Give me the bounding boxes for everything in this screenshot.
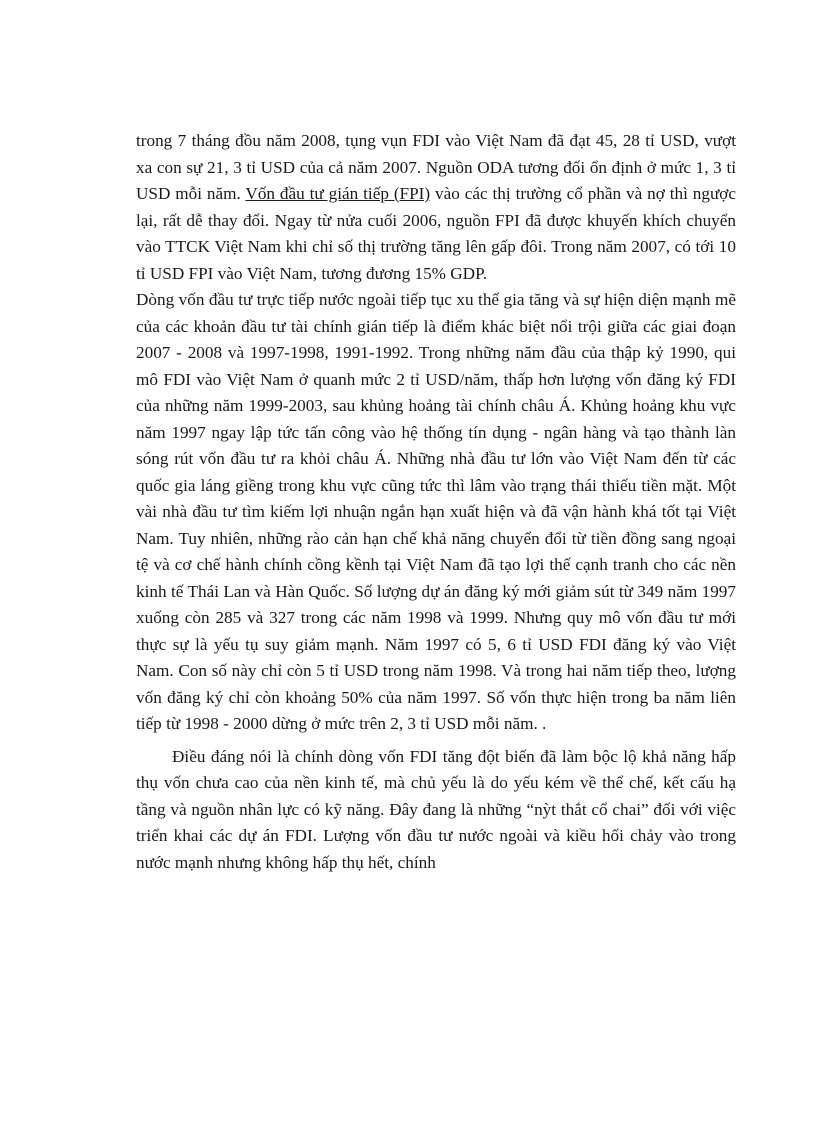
paragraph-fdi-fpi-2008 [136, 128, 736, 287]
paragraph-1-text-start: trong 7 tháng đồu năm 2008, tụng vụn FDI vào Việt Nam đã đạt 45, 28 tỉ USD, vượt xa con sự 21, 3 tỉ USD của cả năm 2007. Nguồn ODA tương đối ổn định ở mức 1, 3 tỉ USD mỗi năm. [136, 131, 736, 203]
fpi-underlined-term: Vốn đầu tư gián tiếp (FPI) [245, 184, 431, 203]
paragraph-fdi-comparison: Dòng vốn đầu tư trực tiếp nước ngoài tiếp tục xu thế gia tăng và sự hiện diện mạnh mẽ của các khoản đầu tư tài chính gián tiếp là điểm khác biệt nổi trội giữa các giai đoạn 2007 - 2008 và 1997-1998, 1991-1992. Trong những năm đầu của thập kỷ 1990, qui mô FDI vào Việt Nam ở quanh mức 2 tỉ USD/năm, thấp hơn lượng vốn đăng ký FDI của những năm 1999-2003, sau khủng hoảng tài chính châu Á. Khủng hoảng khu vực năm 1997 ngay lập tức tấn công vào hệ thống tín dụng - ngân hàng và tạo thành làn sóng rút vốn đầu tư ra khỏi châu Á. Những nhà đầu tư lớn vào Việt Nam đến từ các quốc gia láng giềng trong khu vực cũng tức thì lâm vào trạng thái thiếu tiền mặt. Một vài nhà đầu tư tìm kiếm lợi nhuận ngắn hạn xuất hiện và đã vận hành khá tốt tại Việt Nam. Tuy nhiên, những rào cản hạn chế khả năng chuyển đổi từ tiền đồng sang ngoại tệ và cơ chế hành chính cồng kềnh tại Việt Nam đã tạo lợi thế cạnh tranh cho các nền kinh tế Thái Lan và Hàn Quốc. Số lượng dự án đăng ký mới giảm sút từ 349 năm 1997 xuống còn 285 và 327 trong các năm 1998 và 1999. Nhưng quy mô vốn đầu tư mới thực sự là yếu tụ suy giảm mạnh. Năm 1997 có 5, 6 tỉ USD FDI đăng ký vào Việt Nam. Con số này chỉ còn 5 tỉ USD trong năm 1998. Và trong hai năm tiếp theo, lượng vốn đăng ký chỉ còn khoảng 50% của năm 1997. Số vốn thực hiện trong ba năm liên tiếp từ 1998 - 2000 dừng ở mức trên 2, 3 tỉ USD mỗi năm. . [136, 290, 736, 733]
paragraph-absorption-capacity: Điều đáng nói là chính dòng vốn FDI tăng đột biến đã làm bộc lộ khả năng hấp thụ vốn chưa cao của nền kinh tế, mà chủ yếu là do yếu kém về thể chế, kết cấu hạ tầng và nguồn nhân lực có kỹ năng. Đây đang là những “nỳt thắt cổ chai” đối với việc triển khai các dự án FDI. Lượng vốn đầu tư nước ngoài và kiều hối chảy vào trong nước mạnh nhưng không hấp thụ hết, chính [136, 746, 736, 872]
document-body [136, 128, 736, 876]
paragraph-1-text-end: vào các thị trường cổ phần và nợ thì ngược lại, rất dễ thay đổi. Ngay từ nửa cuối 2006, nguồn FPI đã được khuyến khích chuyển vào TTCK Việt Nam khi chỉ số thị trường tăng lên gấp đôi. Trong năm 2007, có tới 10 tỉ USD FPI vào Việt Nam, tương đương 15% GDP. [136, 184, 736, 283]
